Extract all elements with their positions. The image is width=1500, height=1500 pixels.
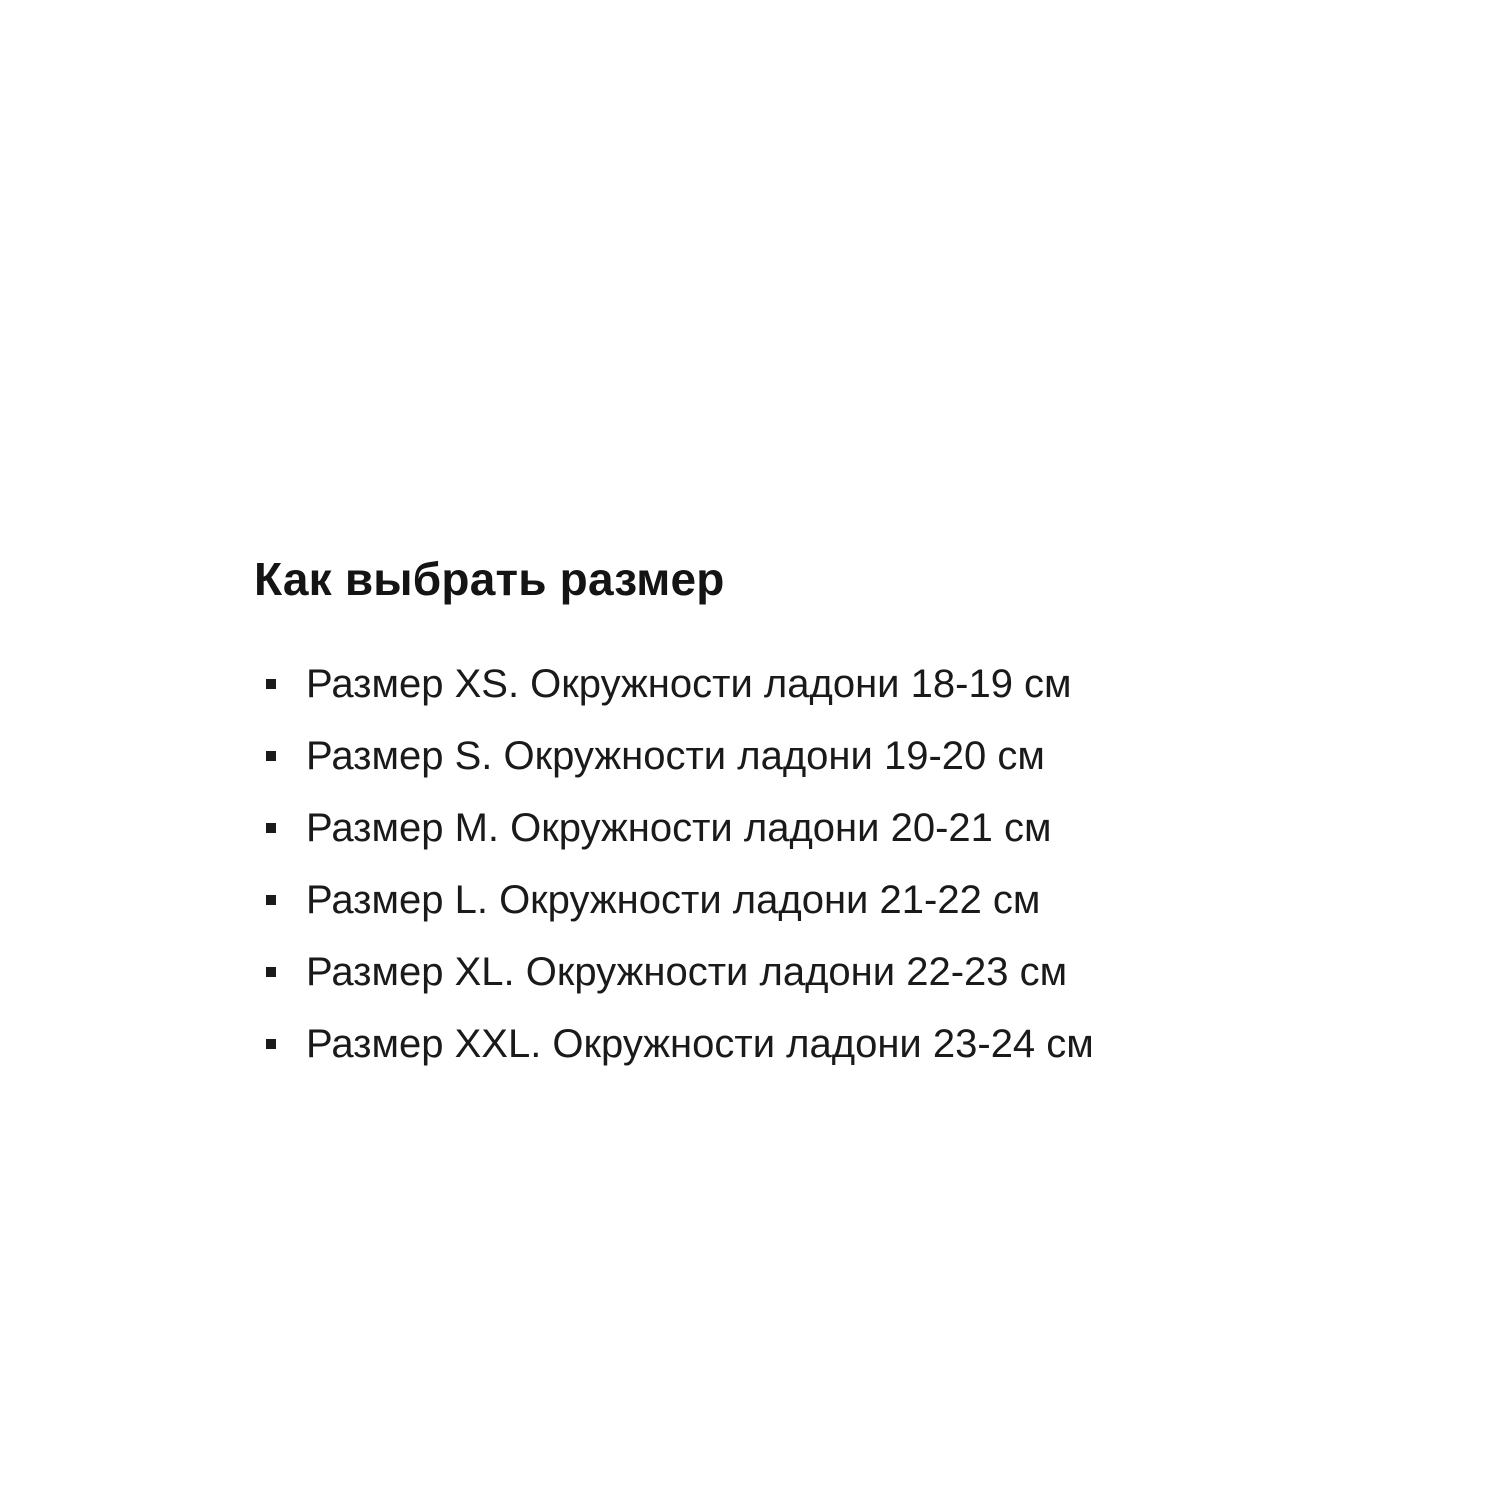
- size-item-label: Размер M. Окружности ладони 20-21 см: [306, 806, 1052, 850]
- size-list: [254, 648, 1354, 1080]
- size-guide-title: Как выбрать размер: [254, 553, 725, 605]
- size-item-s: [254, 720, 1354, 792]
- size-item-m: [254, 792, 1354, 864]
- size-item-label: Размер S. Окружности ладони 19-20 см: [306, 734, 1045, 778]
- size-item-xxl: [254, 1008, 1354, 1080]
- size-item-l: [254, 864, 1354, 936]
- size-item-label: Размер XXL. Окружности ладони 23-24 см: [306, 1022, 1094, 1066]
- size-item-xl: [254, 936, 1354, 1008]
- size-item-label: Размер XL. Окружности ладони 22-23 см: [306, 950, 1068, 994]
- square-bullet-icon: [266, 895, 276, 905]
- square-bullet-icon: [266, 751, 276, 761]
- square-bullet-icon: [266, 679, 276, 689]
- square-bullet-icon: [266, 967, 276, 977]
- square-bullet-icon: [266, 1039, 276, 1049]
- size-item-label: Размер L. Окружности ладони 21-22 см: [306, 878, 1041, 922]
- size-item-label: Размер XS. Окружности ладони 18-19 см: [306, 662, 1072, 706]
- square-bullet-icon: [266, 823, 276, 833]
- size-item-xs: [254, 648, 1354, 720]
- size-guide-section: [254, 548, 1354, 1080]
